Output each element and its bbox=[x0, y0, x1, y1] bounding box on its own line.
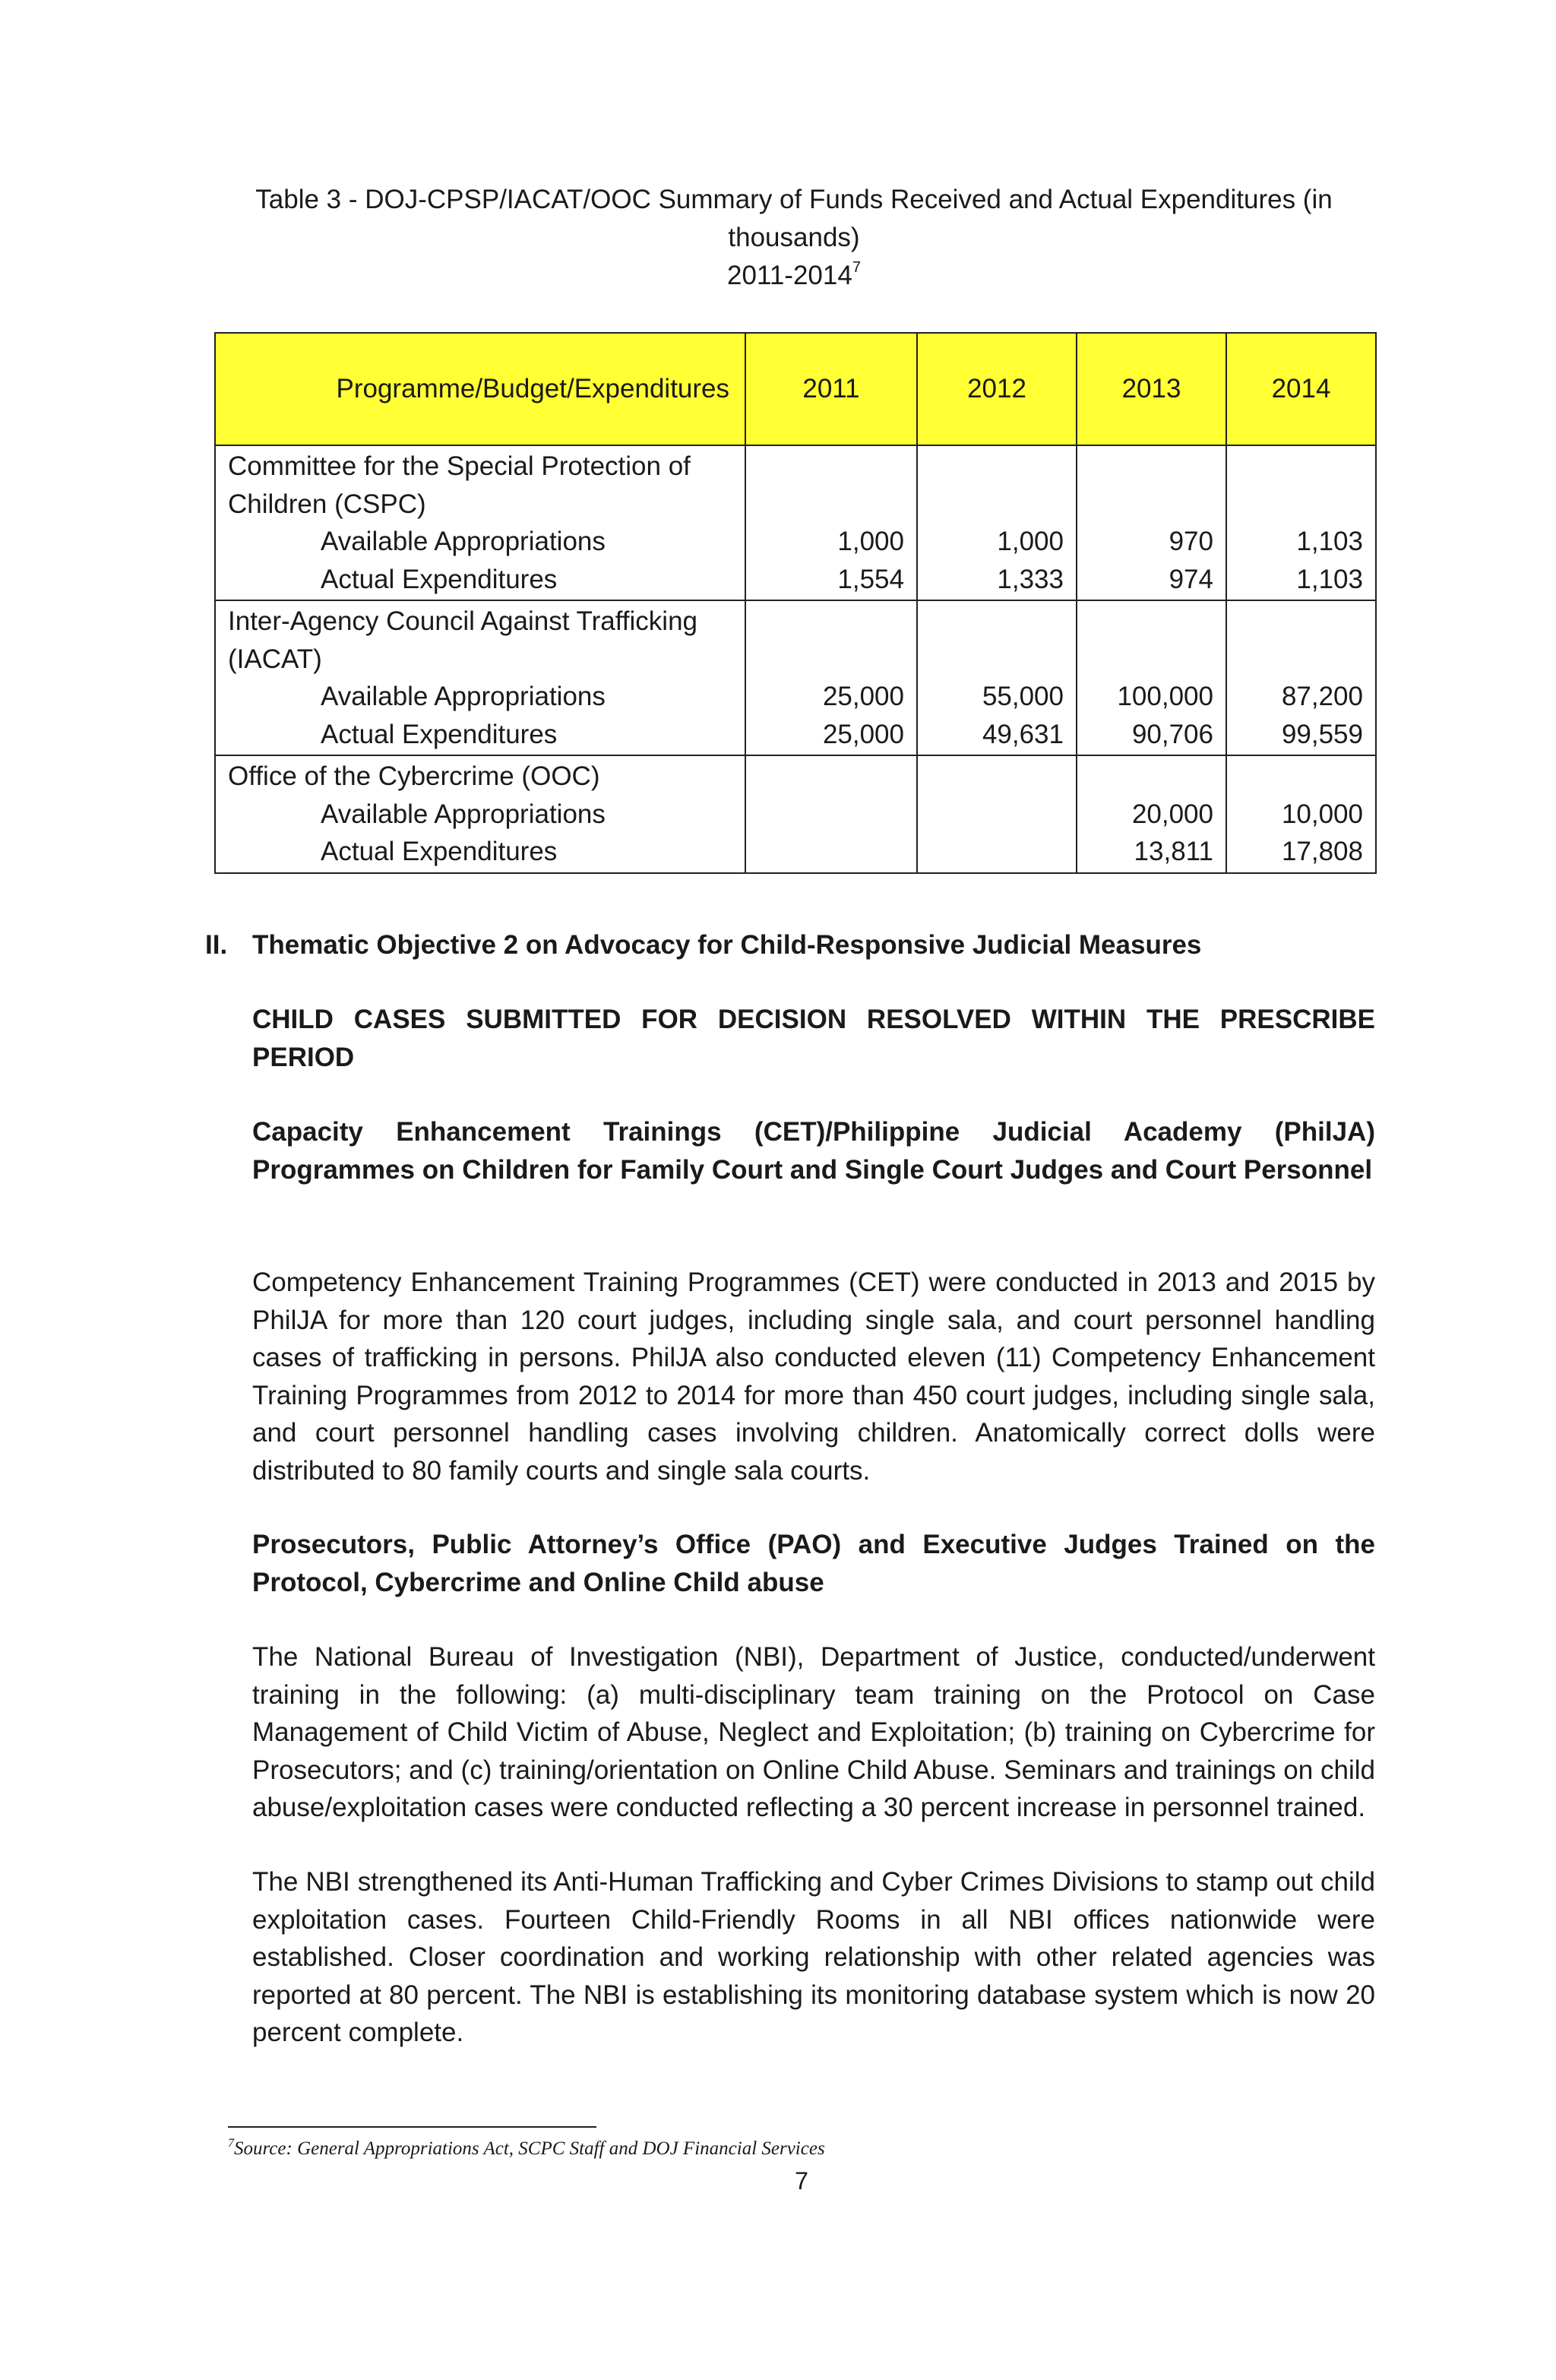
value: 90,706 bbox=[1131, 719, 1213, 749]
value-cell-2013 bbox=[1077, 600, 1226, 755]
value-cell-2013 bbox=[1077, 445, 1226, 600]
paragraph-nbi-units: The NBI strengthened its Anti-Human Trafficking and Cyber Crimes Divisions to stamp out child exploitation cases. Fourteen Child-Friendly Rooms in all NBI offices nationwide were established. Closer coordination and working relationship with other related agencies was reported at 80 percent. The NBI is establishing its monitoring database system which is now 20 percent complete. bbox=[252, 1867, 1375, 2047]
footnote-rule bbox=[228, 2126, 596, 2128]
value: 974 bbox=[1169, 564, 1213, 594]
table-header-row bbox=[215, 333, 1376, 445]
row-label: Available Appropriations bbox=[321, 799, 606, 829]
footnote-text: Source: General Appropriations Act, SCPC Staff and DOJ Financial Services bbox=[234, 2138, 825, 2159]
caption-line-2: thousands) bbox=[728, 223, 860, 252]
value-cell-2011 bbox=[745, 600, 917, 755]
value: 1,103 bbox=[1296, 527, 1363, 556]
header-2011: 2011 bbox=[745, 333, 917, 445]
value: 25,000 bbox=[822, 682, 904, 711]
value bbox=[930, 833, 1064, 871]
group-label-cell bbox=[215, 755, 745, 873]
value-cell-2012 bbox=[917, 600, 1077, 755]
value: 1,333 bbox=[997, 564, 1064, 594]
value: 20,000 bbox=[1131, 799, 1213, 829]
value: 1,554 bbox=[837, 564, 904, 594]
value: 1,103 bbox=[1296, 564, 1363, 594]
paragraph-cet: Competency Enhancement Training Programmes (CET) were conducted in 2013 and 2015 by PhilJA for more than 120 court judges, including single sala, and court personnel handling cases of trafficking in persons. PhilJA also conducted eleven (11) Competency Enhancement Training Programmes from 2012 to 2014 for more than 450 court judges, including single sala, and court personnel handling cases involving children. Anatomically correct dolls were distributed to 80 family courts and single sala courts. bbox=[252, 1268, 1375, 1486]
section-title: Thematic Objective 2 on Advocacy for Child-Responsive Judicial Measures bbox=[252, 930, 1202, 960]
value: 17,808 bbox=[1281, 837, 1363, 866]
funds-table bbox=[214, 332, 1377, 874]
group-name-cont: (IACAT) bbox=[228, 644, 322, 674]
value-cell-2014 bbox=[1226, 600, 1376, 755]
group-label-cell bbox=[215, 445, 745, 600]
value: 1,000 bbox=[997, 527, 1064, 556]
paragraph-nbi-training: The National Bureau of Investigation (NBI), Department of Justice, conducted/underwent training in the following: (a) multi-disciplinary team training on the Protocol on Case Management of Child Victim of Abuse, Neglect and Exploitation; (b) training on Cybercrime for Prosecutors; and (c) training/orientation on Online Child Abuse. Seminars and trainings on child abuse/exploitation cases were conducted reflecting a 30 percent increase in personnel trained. bbox=[252, 1642, 1375, 1822]
value-cell-2011 bbox=[745, 445, 917, 600]
value-cell-2012 bbox=[917, 755, 1077, 873]
value bbox=[758, 833, 904, 871]
header-2013: 2013 bbox=[1077, 333, 1226, 445]
value: 55,000 bbox=[982, 682, 1064, 711]
caption-years: 2011-2014 bbox=[727, 261, 852, 290]
value-cell-2014 bbox=[1226, 445, 1376, 600]
value: 13,811 bbox=[1134, 837, 1213, 866]
heading-prosecutors: Prosecutors, Public Attorney’s Office (PAO) and Executive Judges Trained on the Protocol, Cybercrime and Online Child abuse bbox=[252, 1530, 1375, 1597]
caption-line-3 bbox=[213, 257, 1375, 295]
value: 99,559 bbox=[1281, 719, 1363, 749]
header-2012: 2012 bbox=[917, 333, 1077, 445]
row-label: Actual Expenditures bbox=[321, 719, 558, 749]
group-name: Inter-Agency Council Against Trafficking bbox=[228, 606, 698, 636]
value-cell-2014 bbox=[1226, 755, 1376, 873]
value: 100,000 bbox=[1117, 682, 1213, 711]
caption-footnote-ref: 7 bbox=[852, 259, 861, 276]
group-name: Committee for the Special Protection of bbox=[228, 451, 691, 481]
value bbox=[758, 796, 904, 834]
value: 25,000 bbox=[822, 719, 904, 749]
row-label: Actual Expenditures bbox=[321, 564, 558, 594]
section-heading bbox=[205, 926, 1201, 964]
table-group-ooc bbox=[215, 755, 1376, 873]
value-cell-2013 bbox=[1077, 755, 1226, 873]
table-caption bbox=[213, 181, 1375, 295]
value: 970 bbox=[1169, 527, 1213, 556]
value bbox=[930, 796, 1064, 834]
footnote-number: 7 bbox=[228, 2137, 234, 2150]
caption-line-1: Table 3 - DOJ-CPSP/IACAT/OOC Summary of Funds Received and Actual Expenditures (in bbox=[255, 185, 1333, 214]
row-label: Available Appropriations bbox=[321, 682, 606, 711]
group-name-cont: Children (CSPC) bbox=[228, 489, 426, 519]
section-number: II. bbox=[205, 930, 228, 960]
table-group-iacat bbox=[215, 600, 1376, 755]
value-cell-2011 bbox=[745, 755, 917, 873]
value: 49,631 bbox=[982, 719, 1064, 749]
page-number: 7 bbox=[795, 2167, 808, 2195]
value: 10,000 bbox=[1281, 799, 1363, 829]
group-name: Office of the Cybercrime (OOC) bbox=[228, 761, 600, 791]
value: 1,000 bbox=[837, 527, 904, 556]
heading-child-cases: CHILD CASES SUBMITTED FOR DECISION RESOLVED WITHIN THE PRESCRIBE PERIOD bbox=[252, 1005, 1375, 1072]
header-2014: 2014 bbox=[1226, 333, 1376, 445]
heading-cet: Capacity Enhancement Trainings (CET)/Philippine Judicial Academy (PhilJA) Programmes on Children for Family Court and Single Court Judges and Court Personnel bbox=[252, 1117, 1375, 1185]
group-label-cell bbox=[215, 600, 745, 755]
value-cell-2012 bbox=[917, 445, 1077, 600]
header-programme: Programme/Budget/Expenditures bbox=[215, 333, 745, 445]
table-group-cspc bbox=[215, 445, 1376, 600]
row-label: Available Appropriations bbox=[321, 527, 606, 556]
footnote bbox=[228, 2134, 825, 2164]
value: 87,200 bbox=[1281, 682, 1363, 711]
row-label: Actual Expenditures bbox=[321, 837, 558, 866]
